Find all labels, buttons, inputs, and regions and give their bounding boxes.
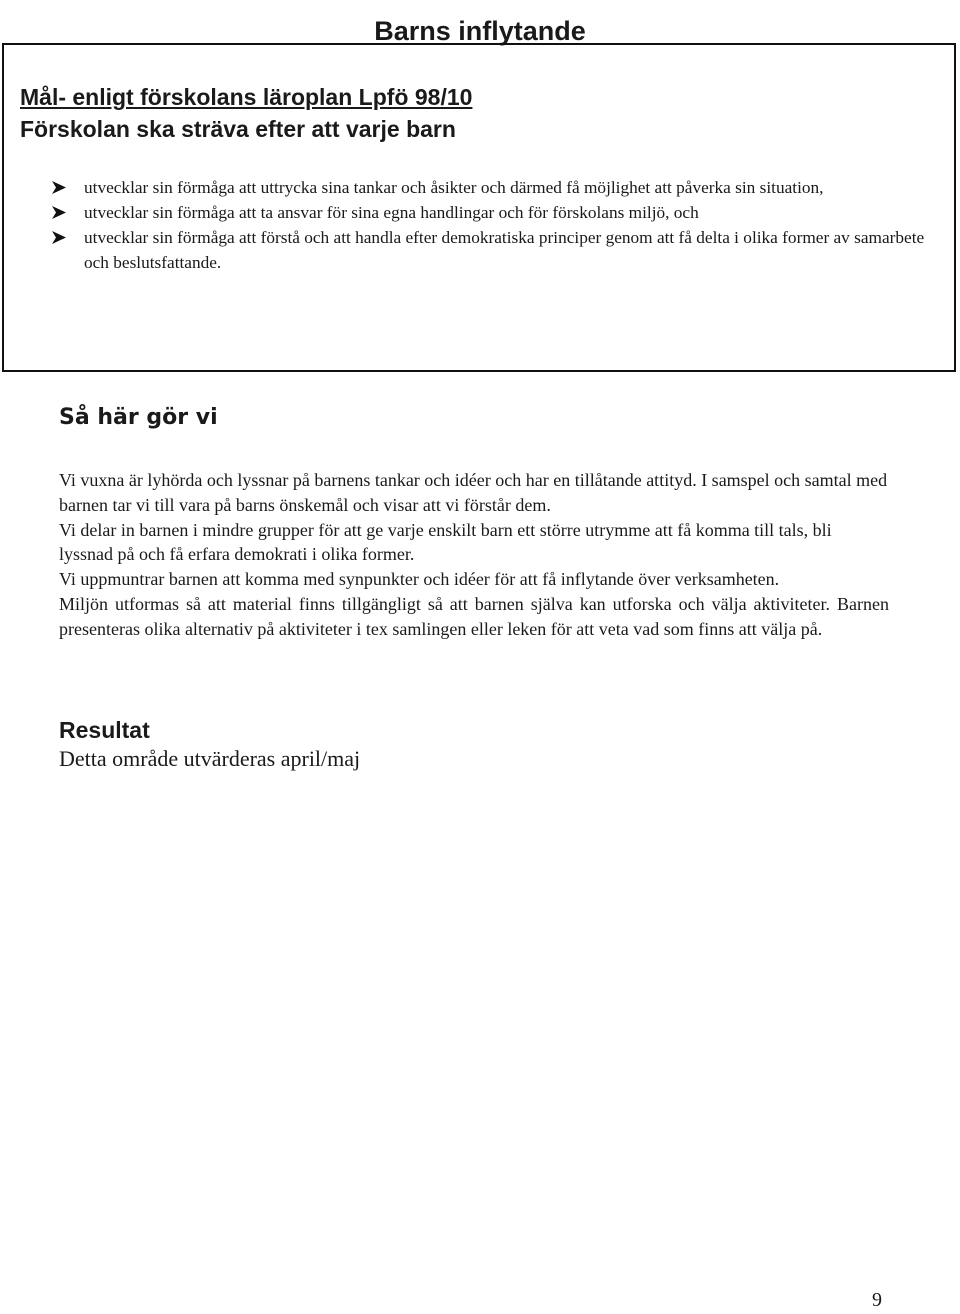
arrowhead-bullet-icon	[52, 231, 66, 244]
goals-heading-curriculum: Mål- enligt förskolans läroplan Lpfö 98/10	[20, 84, 473, 110]
arrowhead-bullet-icon	[52, 206, 66, 219]
goal-item-text: utvecklar sin förmåga att uttrycka sina tankar och åsikter och därmed få möjlighet att påverka sin situation,	[84, 178, 824, 197]
page-title: Barns inflytande	[374, 16, 586, 47]
goal-item-text: utvecklar sin förmåga att ta ansvar för sina egna handlingar och för förskolans miljö, och	[84, 203, 699, 222]
goal-item-text: utvecklar sin förmåga att förstå och att handla efter demokratiska principer genom att få delta i olika former av samarbete och beslutsfattande.	[84, 228, 925, 272]
result-text: Detta område utvärderas april/maj	[59, 746, 361, 771]
method-paragraph: Vi vuxna är lyhörda och lyssnar på barnens tankar och idéer och har en tillåtande attityd. I samspel och samtal med barnen tar vi till vara på barns önskemål och visar att vi förstår dem.	[59, 470, 888, 515]
method-paragraph: Miljön utformas så att material finns tillgängligt så att barnen själva kan utforska och välja aktiviteter. Barnen presenteras olika alternativ på aktiviteter i tex samlingen eller leken för att veta vad som finns att välja på.	[59, 593, 889, 639]
goals-heading	[20, 81, 472, 145]
goal-item	[52, 225, 942, 275]
method-paragraph: Vi uppmuntrar barnen att komma med synpunkter och idéer för att få inflytande över verksamheten.	[59, 569, 780, 590]
method-heading: Så här gör vi	[59, 405, 218, 430]
method-paragraph: Vi delar in barnen i mindre grupper för att ge varje enskilt barn ett större utrymme att få komma till tals, bli lyssnad på och få erfara demokrati i olika former.	[59, 519, 832, 565]
goal-item	[52, 175, 942, 200]
page-number: 9	[872, 1289, 882, 1311]
goal-item	[52, 200, 942, 225]
goals-heading-intro: Förskolan ska sträva efter att varje barn	[20, 116, 456, 142]
result-heading: Resultat	[59, 717, 150, 743]
goals-box	[2, 43, 956, 372]
goals-list	[52, 175, 942, 275]
method-body	[59, 468, 889, 642]
arrowhead-bullet-icon	[52, 181, 66, 194]
